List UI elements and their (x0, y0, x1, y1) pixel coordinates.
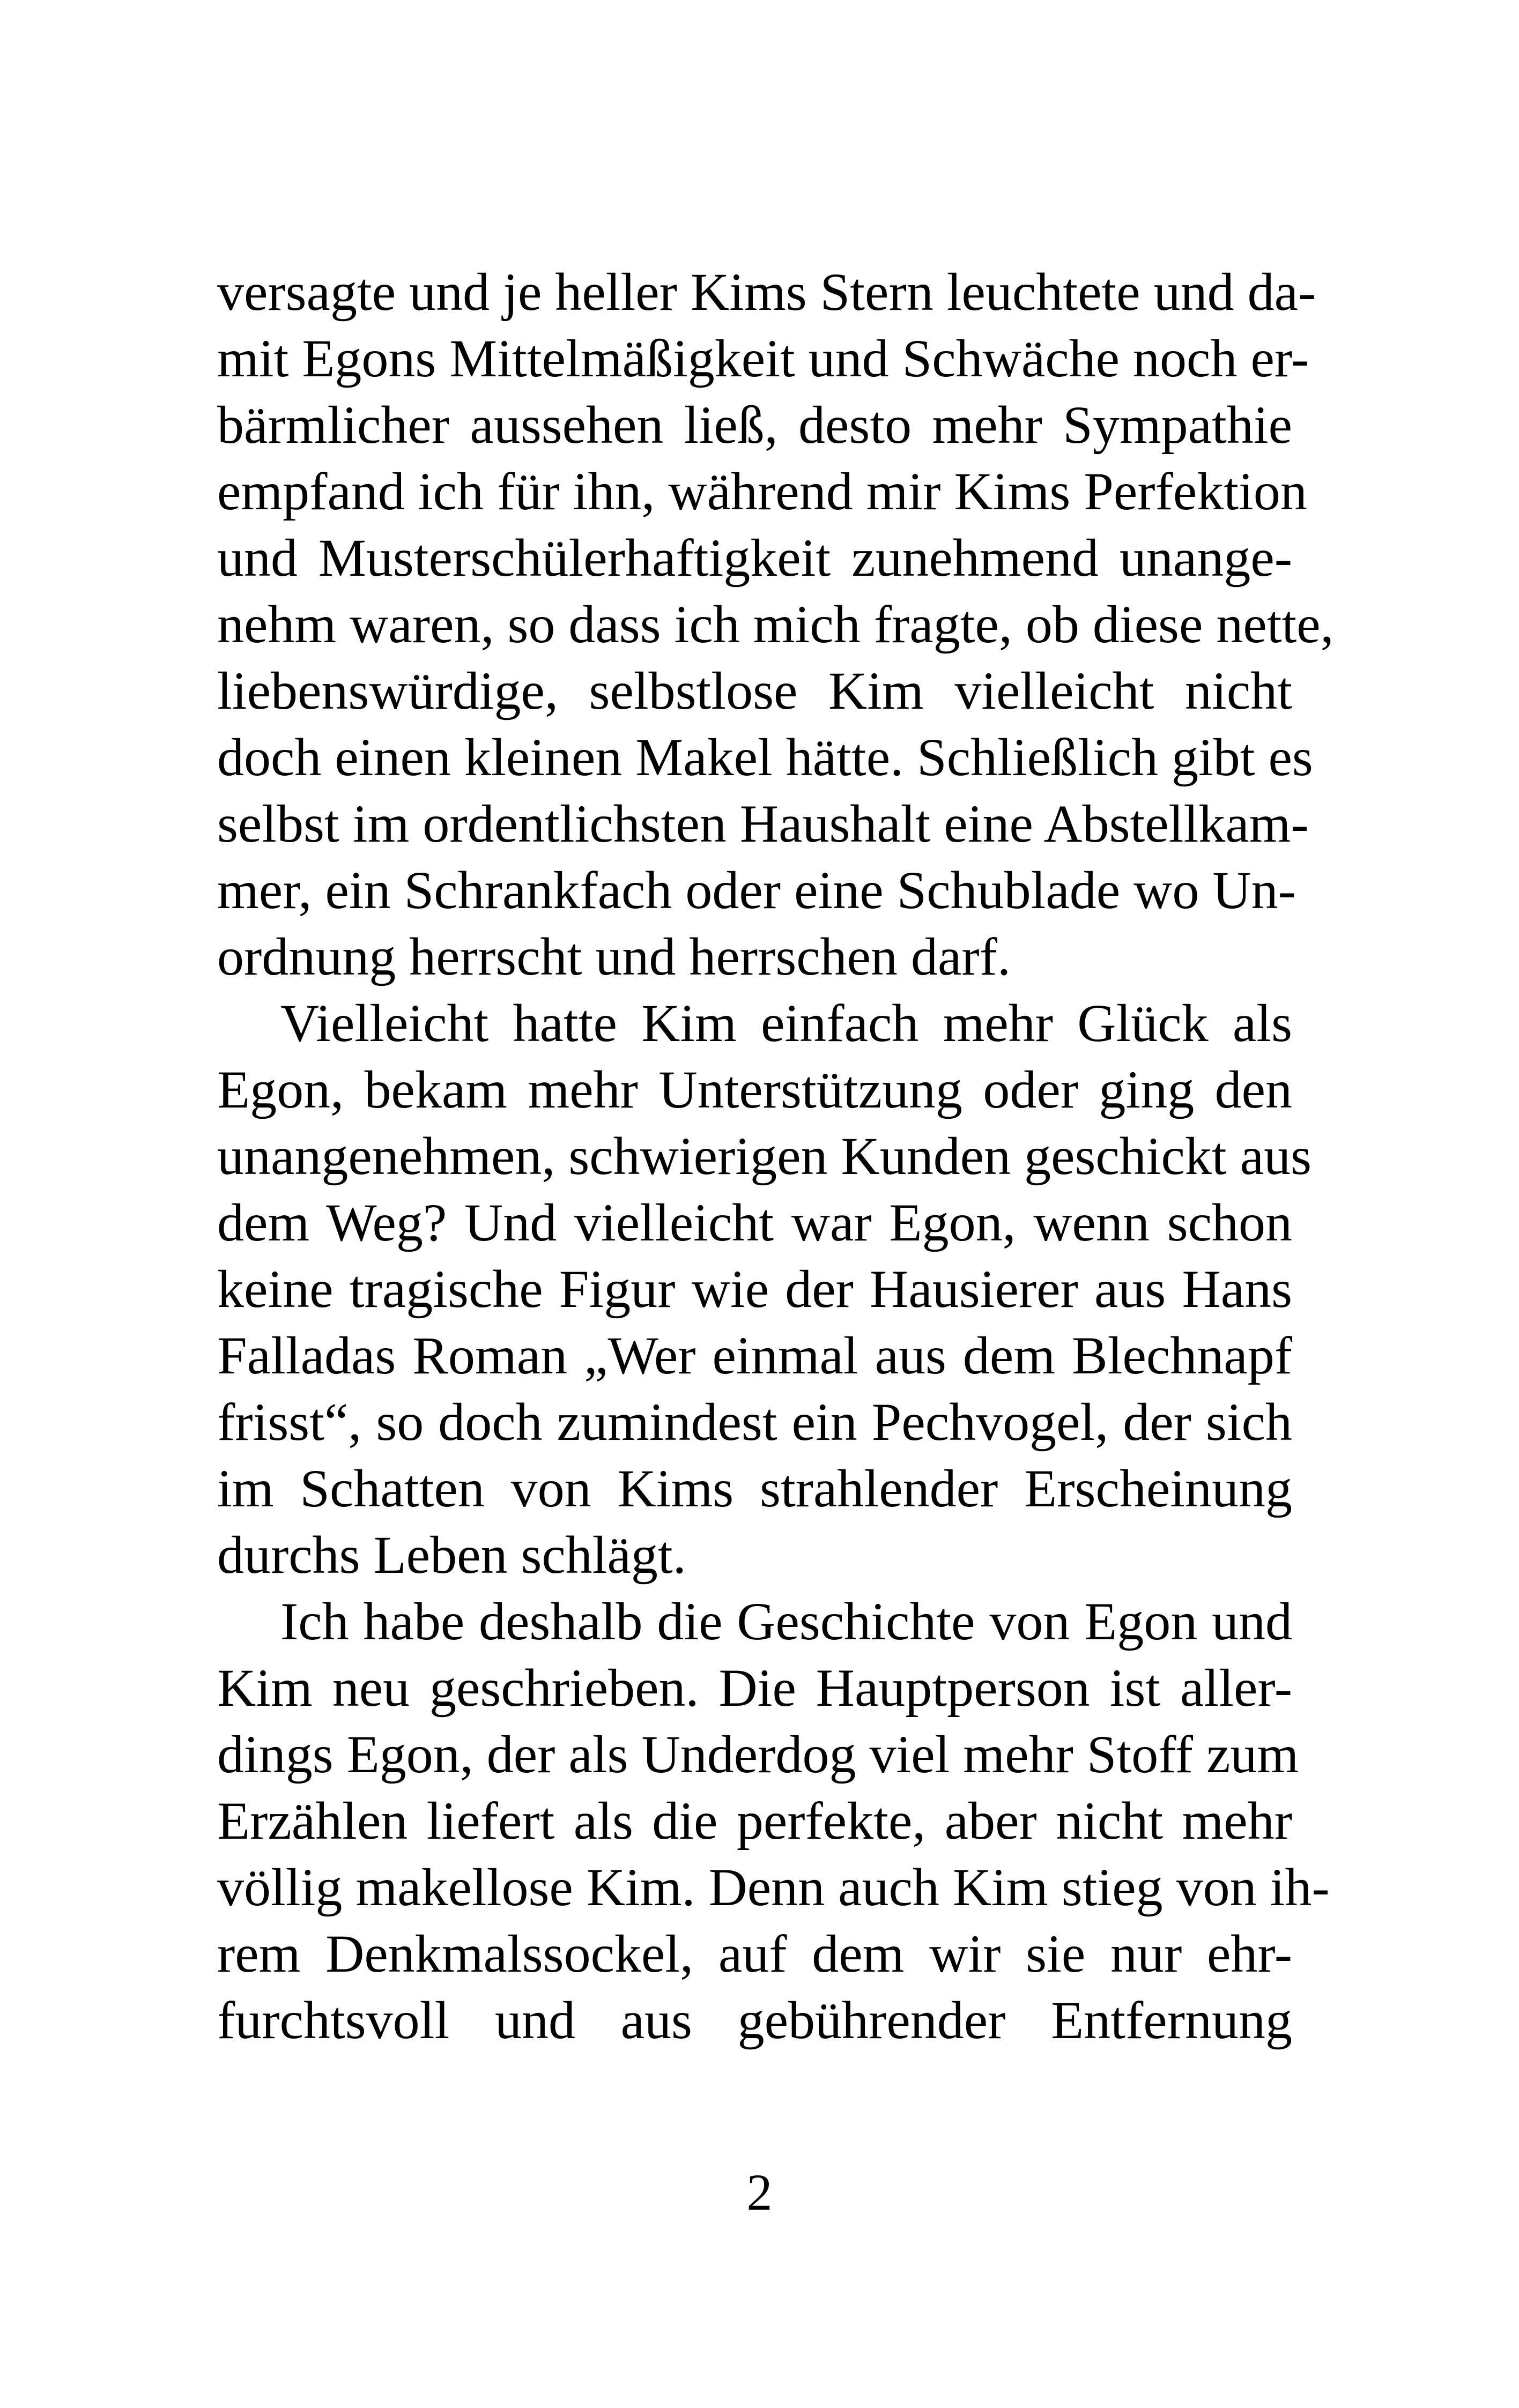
text-line: im Schatten von Kims strahlender Erscheinung (217, 1459, 1292, 1518)
text-line: empfand ich für ihn, während mir Kims Perfektion (217, 462, 1307, 521)
text-line: Ich habe deshalb die Geschichte von Egon und (280, 1592, 1292, 1651)
text-line: liebenswürdige, selbstlose Kim vielleicht nicht (217, 661, 1292, 720)
text-line: mit Egons Mittelmäßigkeit und Schwäche noch er- (217, 329, 1309, 388)
text-line: mer, ein Schrankfach oder eine Schublade wo Un- (217, 860, 1296, 920)
text-line: frisst“, so doch zumindest ein Pechvogel, der sich (217, 1392, 1292, 1452)
page-number: 2 (746, 2164, 773, 2221)
text-line: rem Denkmalssockel, auf dem wir sie nur ehr- (217, 1924, 1292, 1983)
text-line: ordnung herrscht und herrschen darf. (217, 927, 1011, 986)
paragraph-1 (217, 259, 1334, 990)
text-line: versagte und je heller Kims Stern leuchtete und da- (217, 262, 1316, 322)
text-line: Vielleicht hatte Kim einfach mehr Glück als (280, 993, 1292, 1053)
paragraph-2 (217, 990, 1312, 1588)
text-line: Egon, bekam mehr Unterstützung oder ging den (217, 1060, 1292, 1119)
text-line: dings Egon, der als Underdog viel mehr Stoff zum (217, 1725, 1299, 1784)
text-line: Kim neu geschrieben. Die Hauptperson ist aller- (217, 1658, 1292, 1718)
text-line: doch einen kleinen Makel hätte. Schließlich gibt es (217, 727, 1313, 787)
text-line: bärmlicher aussehen ließ, desto mehr Sympathie (217, 395, 1292, 455)
text-line: Falladas Roman „Wer einmal aus dem Blechnapf (217, 1326, 1292, 1385)
text-line: unangenehmen, schwierigen Kunden geschickt aus (217, 1126, 1312, 1186)
paragraph-3 (217, 1588, 1330, 2054)
text-line: keine tragische Figur wie der Hausierer aus Hans (217, 1259, 1292, 1319)
text-line: Erzählen liefert als die perfekte, aber nicht mehr (217, 1791, 1292, 1850)
text-line: furchtsvoll und aus gebührender Entfernung (217, 1990, 1292, 2050)
text-line: durchs Leben schlägt. (217, 1525, 686, 1585)
body-text (217, 259, 1334, 2054)
text-line: nehm waren, so dass ich mich fragte, ob diese nette, (217, 594, 1334, 654)
text-line: und Musterschülerhaftigkeit zunehmend unange- (217, 528, 1292, 588)
text-line: völlig makellose Kim. Denn auch Kim stieg von ih- (217, 1857, 1330, 1917)
text-line: selbst im ordentlichsten Haushalt eine Abstellkam- (217, 794, 1309, 853)
text-line: dem Weg? Und vielleicht war Egon, wenn schon (217, 1193, 1292, 1252)
